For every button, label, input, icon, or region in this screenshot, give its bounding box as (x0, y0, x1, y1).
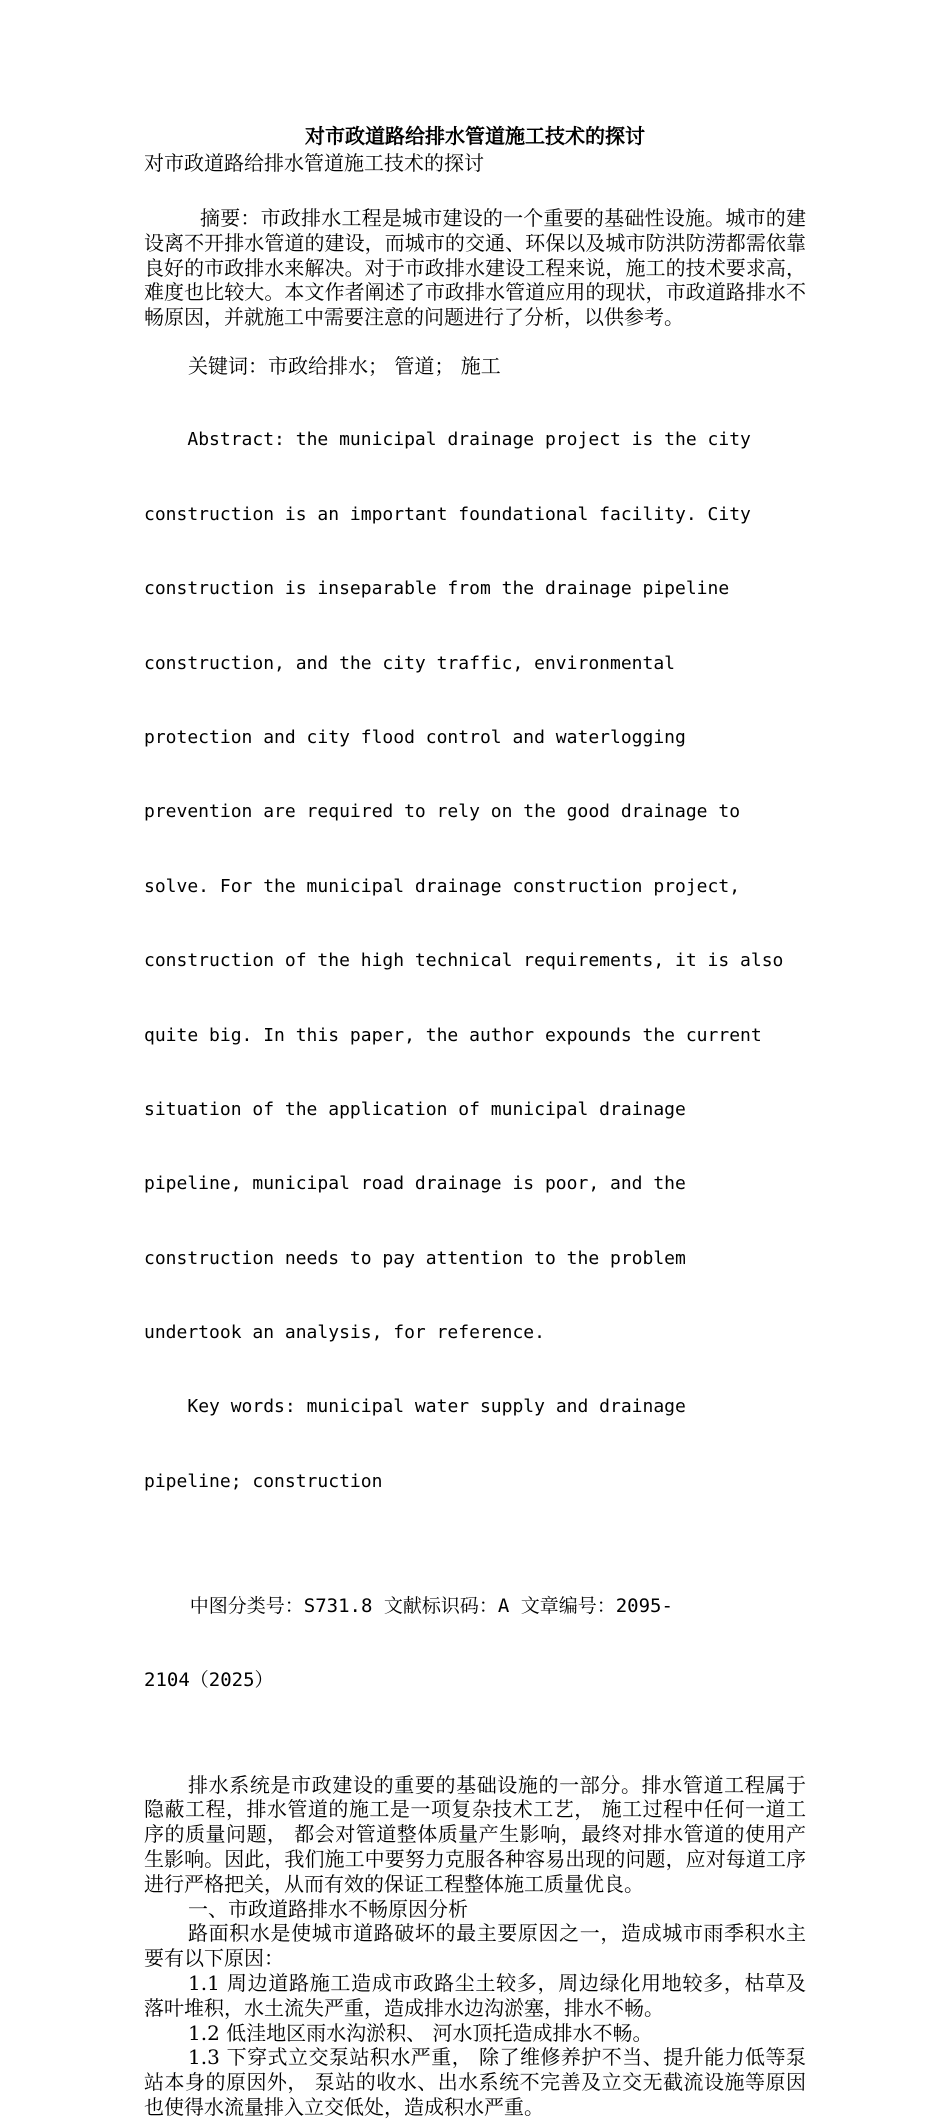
abstract-en-line: pipeline, municipal road drainage is poor, and the (144, 1173, 686, 1195)
abstract-en-line: situation of the application of municipal drainage (144, 1098, 686, 1120)
abstract-en-line: Abstract: the municipal drainage project is the city (144, 429, 751, 451)
abstract-en-line: construction of the high technical requirements, it is also (144, 950, 784, 972)
abstract-en (144, 379, 806, 1544)
abstract-en-line: protection and city flood control and waterlogging (144, 726, 686, 748)
section-heading: 一、市政道路排水不畅原因分析 (188, 1896, 468, 1921)
body-intro: 排水系统是市政建设的重要的基础设施的一部分。排水管道工程属于隐蔽工程，排水管道的施工是一项复杂技术工艺， 施工过程中任何一道工序的质量问题， 都会对管道整体质量产生影响，最终对排水管道的使用产生影响。因此，我们施工中要努力克服各种容易出现的问题，应对每道工序进行严格把关，从而有效的保证工程整体施工质量优良。 (144, 1772, 806, 1896)
abstract-en-line: prevention are required to rely on the good drainage to (144, 801, 741, 823)
keywords-cn: 关键词：市政给排水； 管道； 施工 (188, 353, 501, 378)
document-page (144, 122, 806, 2120)
classification-line: 2104（2025） (144, 1669, 274, 1692)
list-item-1-2: 1.2 低洼地区雨水沟淤积、 河水顶托造成排水不畅。 (188, 2020, 653, 2045)
abstract-en-line: solve. For the municipal drainage construction project, (144, 875, 741, 897)
classification-info (144, 1544, 806, 1742)
spacer (144, 176, 806, 206)
classification-line: 中图分类号：S731.8 文献标识码：A 文章编号：2095- (144, 1594, 673, 1617)
abstract-en-line: construction needs to pay attention to the problem (144, 1247, 686, 1269)
document-title: 对市政道路给排水管道施工技术的探讨 (305, 124, 645, 148)
abstract-cn: 摘要：市政排水工程是城市建设的一个重要的基础性设施。城市的建设离不开排水管道的建设，而城市的交通、环保以及城市防洪防涝都需依靠良好的市政排水来解决。对于市政排水建设工程来说，施工的技术要求高，难度也比较大。本文作者阐述了市政排水管道应用的现状，市政道路排水不畅原因，并就施工中需要注意的问题进行了分析，以供参考。 (144, 206, 806, 330)
abstract-en-line: construction, and the city traffic, environmental (144, 652, 676, 674)
section-intro: 路面积水是使城市道路破坏的最主要原因之一，造成城市雨季积水主要有以下原因： (144, 1921, 806, 1971)
document-subtitle: 对市政道路给排水管道施工技术的探讨 (144, 151, 484, 175)
keywords-en-line: Key words: municipal water supply and drainage (144, 1396, 686, 1418)
abstract-en-line: undertook an analysis, for reference. (144, 1322, 545, 1344)
abstract-en-line: construction is an important foundational facility. City (144, 503, 751, 525)
keywords-en-line: pipeline; construction (144, 1470, 383, 1492)
abstract-en-line: quite big. In this paper, the author expounds the current (144, 1024, 762, 1046)
list-item-1-3: 1.3 下穿式立交泵站积水严重， 除了维修养护不当、提升能力低等泵站本身的原因外， 泵站的收水、出水系统不完善及立交无截流设施等原因也使得水流量排入立交低处，造成积水严重。 (144, 2045, 806, 2119)
spacer (144, 1743, 806, 1773)
spacer (144, 330, 806, 354)
abstract-en-line: construction is inseparable from the drainage pipeline (144, 578, 730, 600)
list-item-1-1: 1.1 周边道路施工造成市政路尘土较多，周边绿化用地较多，枯草及落叶堆积，水土流失严重，造成排水边沟淤塞，排水不畅。 (144, 1970, 806, 2020)
